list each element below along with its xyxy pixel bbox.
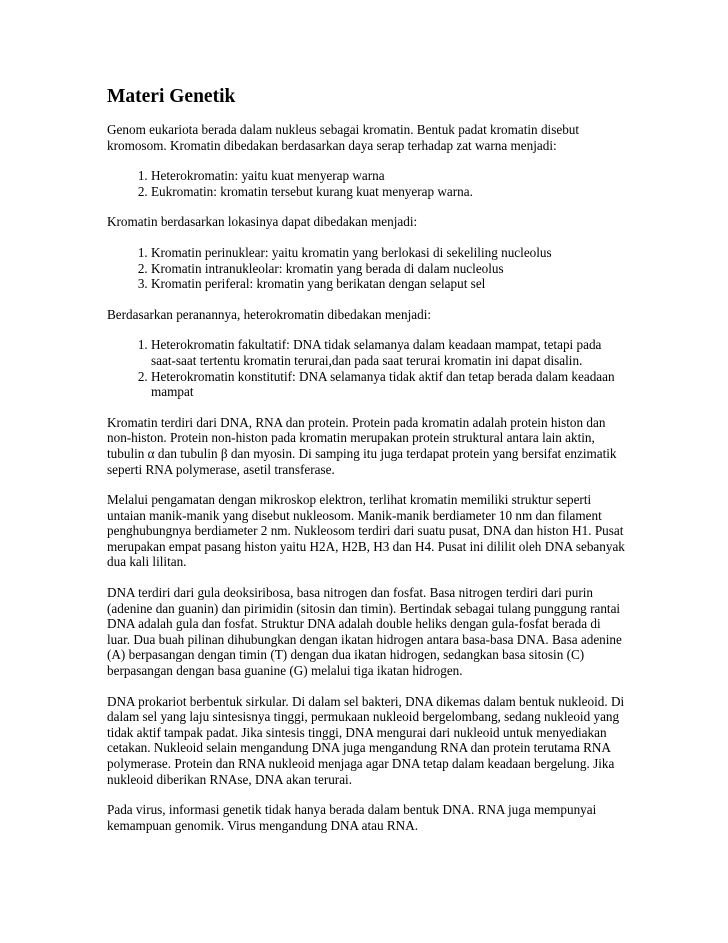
list-item: 2. Heterokromatin konstitutif: DNA selamanya tidak aktif dan tetap berada dalam keadaan mampat: [151, 369, 627, 400]
document-page: [107, 86, 627, 848]
paragraph-virus: Pada virus, informasi genetik tidak hanya berada dalam bentuk DNA. RNA juga mempunyai kemampuan genomik. Virus mengandung DNA atau RNA.: [107, 802, 597, 833]
document-title: Materi Genetik: [107, 86, 236, 107]
list-peranan: [107, 337, 627, 399]
paragraph-peranan: Berdasarkan peranannya, heterokromatin dibedakan menjadi:: [107, 306, 432, 322]
paragraph-komposisi: Kromatin terdiri dari DNA, RNA dan protein. Protein pada kromatin adalah protein histon dan non-histon. Protein non-histon pada kromatin merupakan protein struktural antara lain aktin, tubulin α dan tubulin β dan myosin. Di samping itu juga terdapat protein yang bersifat enzimatik seperti RNA polymerase, asetil transferase.: [107, 414, 617, 477]
list-item: 2. Eukromatin: kromatin tersebut kurang kuat menyerap warna.: [151, 184, 627, 200]
paragraph-prokariot: DNA prokariot berbentuk sirkular. Di dalam sel bakteri, DNA dikemas dalam bentuk nukleoid. Di dalam sel yang laju sintesisnya tinggi, permukaan nukleoid bergelombang, sedang nukleoid yang tidak aktif tampak padat. Jika sintesis tinggi, DNA mengurai dari nukleoid untuk menyediakan cetakan. Nukleoid selain mengandung DNA juga mengandung RNA dan protein terutama RNA polymerase. Protein dan RNA nukleoid menjaga agar DNA tetap dalam keadaan bergelung. Jika nukleoid diberikan RNAse, DNA akan terurai.: [107, 693, 625, 787]
paragraph-lokasi: Kromatin berdasarkan lokasinya dapat dibedakan menjadi:: [107, 214, 418, 230]
list-item: 3. Kromatin periferal: kromatin yang berikatan dengan selaput sel: [151, 276, 627, 292]
paragraph-genom: Genom eukariota berada dalam nukleus sebagai kromatin. Bentuk padat kromatin disebut kromosom. Kromatin dibedakan berdasarkan daya serap terhadap zat warna menjadi:: [107, 122, 580, 153]
list-item: 2. Kromatin intranukleolar: kromatin yang berada di dalam nucleolus: [151, 261, 627, 277]
paragraph-nukleosom: Melalui pengamatan dengan mikroskop elektron, terlihat kromatin memiliki struktur seperti untaian manik-manik yang disebut nukleosom. Manik-manik berdiameter 10 nm dan filament penghubungnya berdiameter 2 nm. Nukleosom terdiri dari suatu pusat, DNA dan histon H1. Pusat merupakan empat pasang histon yaitu H2A, H2B, H3 dan H4. Pusat ini dililit oleh DNA sebanyak dua kali lilitan.: [107, 492, 625, 570]
list-item: 1. Kromatin perinuklear: yaitu kromatin yang berlokasi di sekeliling nucleolus: [151, 245, 627, 261]
list-item: 1. Heterokromatin fakultatif: DNA tidak selamanya dalam keadaan mampat, tetapi pada saat-saat tertentu kromatin terurai,dan pada saat terurai kromatin ini dapat disalin.: [151, 337, 627, 368]
paragraph-struktur-dna: DNA terdiri dari gula deoksiribosa, basa nitrogen dan fosfat. Basa nitrogen terdiri dari purin (adenine dan guanin) dan pirimidin (sitosin dan timin). Bertindak sebagai tulang punggung rantai DNA adalah gula dan fosfat. Struktur DNA adalah double heliks dengan gula-fosfat berada di luar. Dua buah pilinan dihubungkan dengan ikatan hidrogen antara basa-basa DNA. Basa adenine (A) berpasangan dengan timin (T) dengan dua ikatan hidrogen, sedangkan basa sitosin (C) berpasangan dengan basa guanine (G) melalui tiga ikatan hidrogen.: [107, 585, 622, 679]
list-item: 1. Heterokromatin: yaitu kuat menyerap warna: [151, 168, 627, 184]
list-lokasi: [107, 245, 627, 292]
list-daya-serap: [107, 168, 627, 199]
